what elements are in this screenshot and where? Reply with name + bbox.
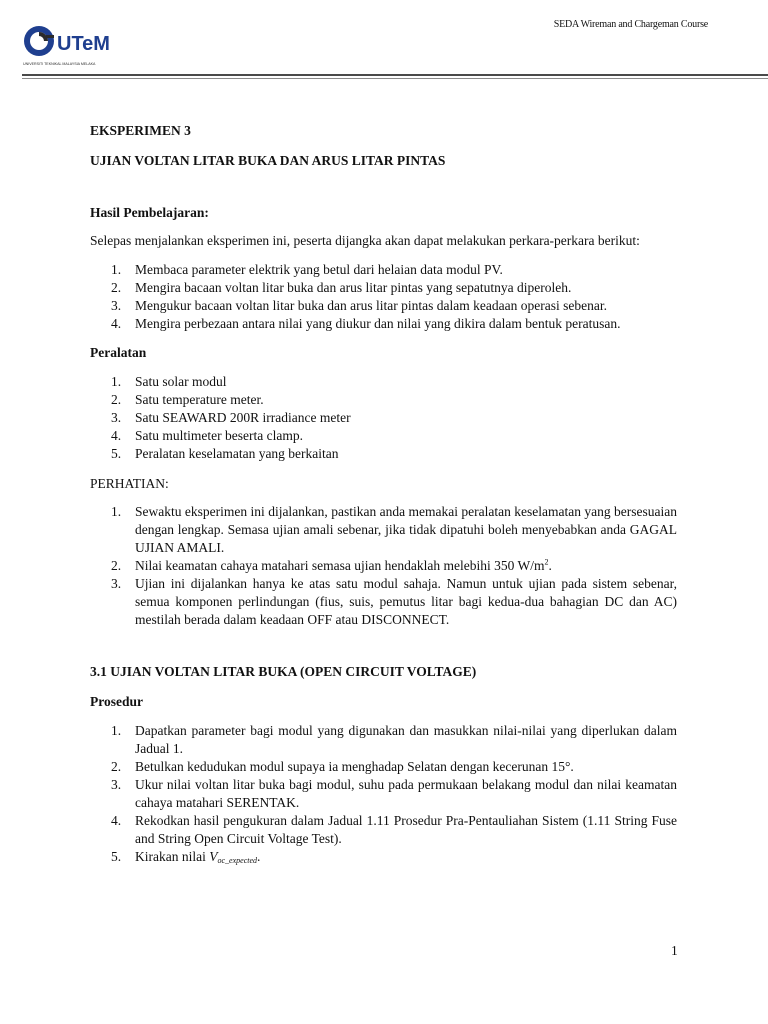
experiment-title: UJIAN VOLTAN LITAR BUKA DAN ARUS LITAR PINTAS bbox=[90, 153, 446, 168]
list-item: 4. Rekodkan hasil pengukuran dalam Jadual 1.11 Prosedur Pra-Pentauliahan Sistem (1.11 String Fuse and String Open Circuit Voltage Test). bbox=[111, 813, 677, 846]
list-item: 4. Mengira perbezaan antara nilai yang diukur dan nilai yang dikira dalam bentuk peratusan. bbox=[111, 316, 621, 331]
course-title: SEDA Wireman and Chargeman Course bbox=[553, 19, 708, 30]
header-divider bbox=[22, 74, 768, 76]
list-item: 3. Satu SEAWARD 200R irradiance meter bbox=[111, 410, 351, 425]
experiment-number: EKSPERIMEN 3 bbox=[90, 123, 191, 138]
list-item: 4. Satu multimeter beserta clamp. bbox=[111, 428, 303, 443]
logo-text: UTeM bbox=[57, 33, 110, 55]
list-item: 5. Kirakan nilai Voc_expected. bbox=[111, 849, 261, 865]
list-item: 1. Satu solar modul bbox=[111, 374, 227, 389]
equipment-heading: Peralatan bbox=[90, 345, 147, 360]
list-item: 1. Dapatkan parameter bagi modul yang digunakan dan masukkan nilai-nilai yang diperlukan dalam Jadual 1. bbox=[111, 723, 677, 756]
list-item: 2. Satu temperature meter. bbox=[111, 392, 264, 407]
list-item: 1. Membaca parameter elektrik yang betul dari helaian data modul PV. bbox=[111, 262, 503, 277]
list-item: 3. Mengukur bacaan voltan litar buka dan arus litar pintas dalam keadaan operasi sebenar. bbox=[111, 298, 607, 313]
document-body bbox=[90, 122, 677, 870]
logo-subtext: UNIVERSITI TEKNIKAL MALAYSIA MELAKA bbox=[23, 62, 96, 66]
list-item: 5. Peralatan keselamatan yang berkaitan bbox=[111, 446, 339, 461]
learning-intro: Selepas menjalankan eksperimen ini, peserta dijangka akan dapat melakukan perkara-perkara berikut: bbox=[90, 233, 640, 248]
list-item: 2. Mengira bacaan voltan litar buka dan arus litar pintas yang sepatutnya diperoleh. bbox=[111, 280, 572, 295]
learning-list bbox=[90, 261, 677, 333]
section-heading: 3.1 UJIAN VOLTAN LITAR BUKA (OPEN CIRCUIT VOLTAGE) bbox=[90, 664, 477, 679]
list-item: 3. Ujian ini dijalankan hanya ke atas satu modul sahaja. Namun untuk ujian pada sistem sebenar, semua komponen perlindungan (fius, suis, pemutus litar bagi kedua-dua bahagian DC dan AC) mestilah berada dalam keadaan OFF atau DISCONNECT. bbox=[111, 576, 677, 627]
page-header bbox=[0, 0, 768, 80]
procedure-list bbox=[90, 722, 677, 870]
list-item: 3. Ukur nilai voltan litar buka bagi modul, suhu pada permukaan belakang modul dan nilai keamatan cahaya matahari SERENTAK. bbox=[111, 777, 677, 810]
caution-list bbox=[90, 503, 677, 629]
list-item: 2. Nilai keamatan cahaya matahari semasa ujian hendaklah melebihi 350 $W/m^2$. bbox=[111, 557, 552, 573]
caution-heading: PERHATIAN: bbox=[90, 476, 169, 491]
equipment-list bbox=[90, 373, 677, 463]
learning-heading: Hasil Pembelajaran: bbox=[90, 205, 209, 220]
page-number: 1 bbox=[671, 943, 678, 958]
procedure-heading: Prosedur bbox=[90, 694, 143, 709]
list-item: 1. Sewaktu eksperimen ini dijalankan, pastikan anda memakai peralatan keselamatan yang bersesuaian dengan lengkap. Semasa ujian amali sebenar, jika tidak dipatuhi boleh menyebabkan anda GAGAL UJIAN AMALI. bbox=[111, 504, 677, 555]
header-divider-thin bbox=[22, 78, 768, 79]
list-item: 2. Betulkan kedudukan modul supaya ia menghadap Selatan dengan kecerunan 15°. bbox=[111, 759, 574, 774]
utem-logo bbox=[22, 22, 122, 70]
